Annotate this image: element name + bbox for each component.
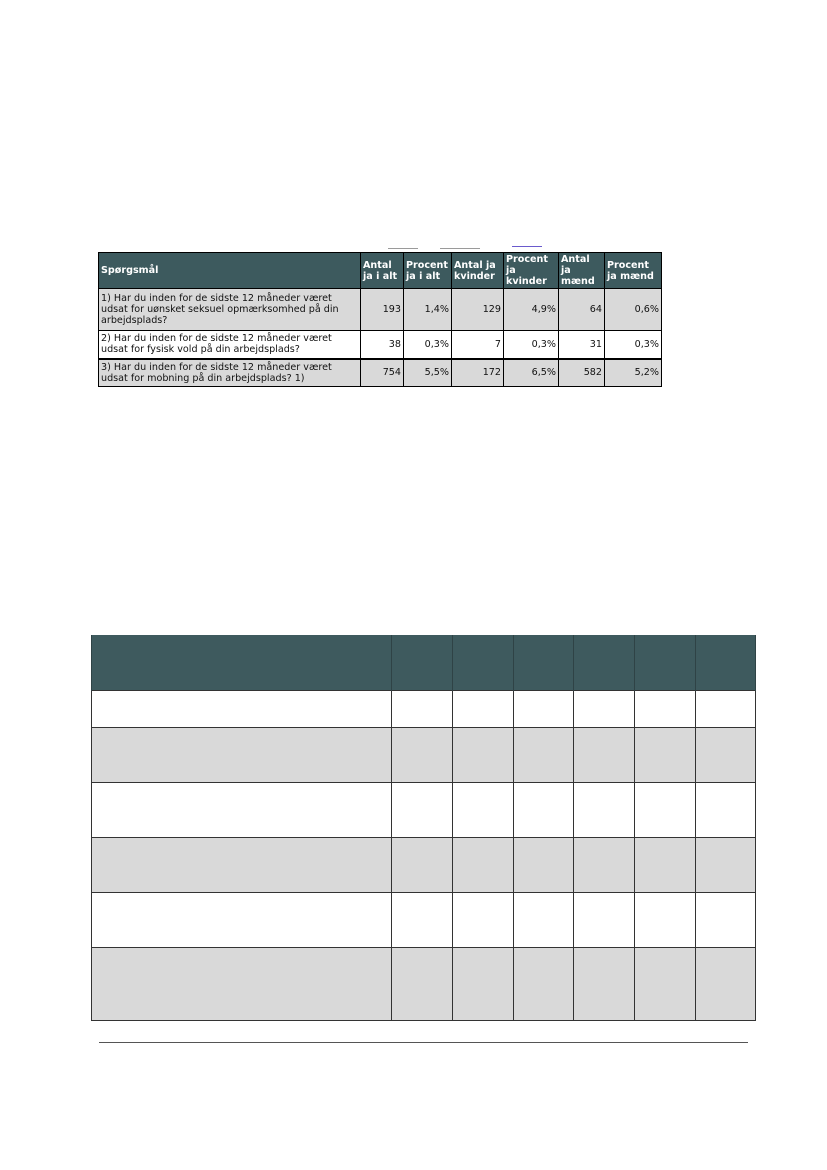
value-cell: 0,3% [504, 331, 559, 359]
grid-row [92, 948, 756, 1021]
value-cell: 172 [452, 359, 504, 387]
question-cell: 2) Har du inden for de sidste 12 måneder været udsat for fysisk vold på din arbejdsplads? [99, 331, 361, 359]
header-antal-alt: Antal ja i alt [361, 253, 404, 289]
value-cell: 129 [452, 289, 504, 331]
value-cell: 5,5% [404, 359, 452, 387]
grid-row [92, 893, 756, 948]
value-cell: 0,3% [605, 331, 662, 359]
value-cell: 1,4% [404, 289, 452, 331]
grid-header-row [92, 635, 756, 691]
header-antal-maend: Antal ja mænd [559, 253, 605, 289]
grid-header-cell [392, 635, 453, 691]
table-row [99, 359, 662, 387]
header-procent-maend: Procent ja mænd [605, 253, 662, 289]
footer-divider [99, 1042, 748, 1043]
value-cell: 38 [361, 331, 404, 359]
value-cell: 582 [559, 359, 605, 387]
empty-grid-table [91, 635, 756, 1021]
value-cell: 0,6% [605, 289, 662, 331]
grid-row [92, 838, 756, 893]
value-cell: 193 [361, 289, 404, 331]
value-cell: 6,5% [504, 359, 559, 387]
grid-header-cell [514, 635, 574, 691]
header-procent-kvinder: Procent ja kvinder [504, 253, 559, 289]
header-procent-alt: Procent ja i alt [404, 253, 452, 289]
grid-header-cell [635, 635, 696, 691]
grid-row [92, 728, 756, 783]
grid-header-cell [574, 635, 635, 691]
grid-header-cell [696, 635, 756, 691]
value-cell: 4,9% [504, 289, 559, 331]
value-cell: 31 [559, 331, 605, 359]
value-cell: 0,3% [404, 331, 452, 359]
header-question: Spørgsmål [99, 253, 361, 289]
question-cell: 1) Har du inden for de sidste 12 måneder været udsat for uønsket seksuel opmærksomhed på din arbejdsplads? [99, 289, 361, 331]
header-antal-kvinder: Antal ja kvinder [452, 253, 504, 289]
grid-row [92, 691, 756, 728]
table-row [99, 331, 662, 359]
grid-header-cell [453, 635, 514, 691]
value-cell: 64 [559, 289, 605, 331]
results-table [98, 252, 662, 387]
table-row [99, 289, 662, 331]
question-cell: 3) Har du inden for de sidste 12 måneder været udsat for mobning på din arbejdsplads? 1) [99, 359, 361, 387]
grid-row [92, 783, 756, 838]
value-cell: 7 [452, 331, 504, 359]
table-header-row [99, 253, 662, 289]
value-cell: 5,2% [605, 359, 662, 387]
grid-header-cell [92, 635, 392, 691]
value-cell: 754 [361, 359, 404, 387]
